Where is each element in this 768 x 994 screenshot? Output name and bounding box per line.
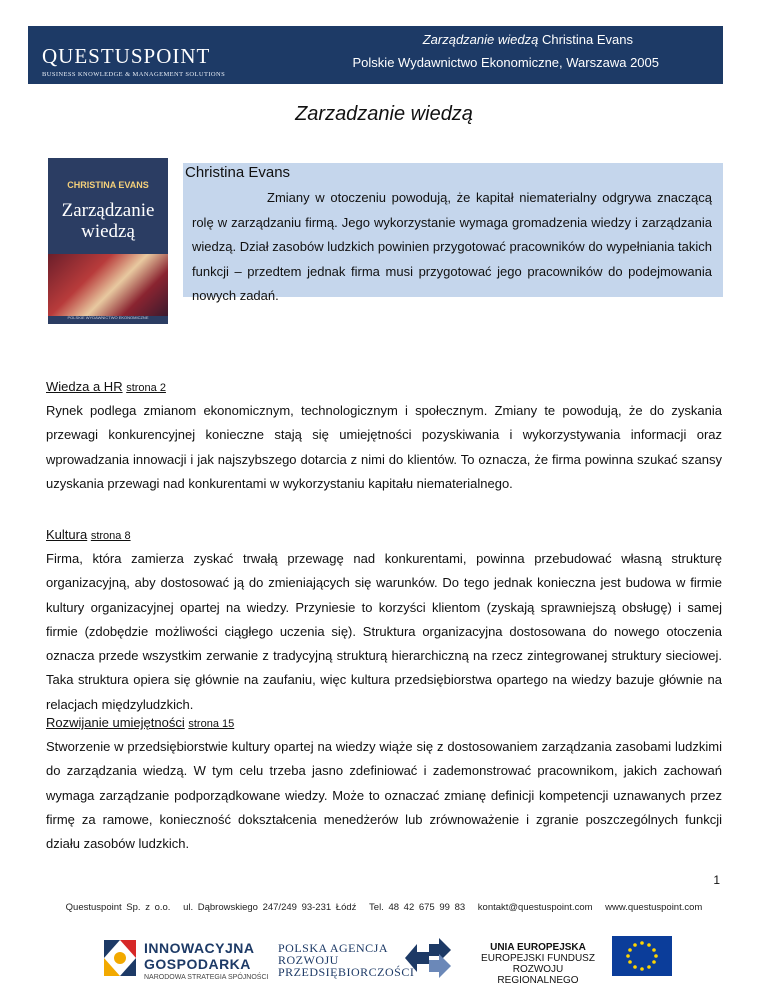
header-book-line	[423, 32, 633, 47]
questuspoint-logo	[42, 44, 225, 78]
cover-title	[48, 200, 168, 242]
ig-line3: NARODOWA STRATEGIA SPÓJNOŚCI	[144, 974, 269, 981]
header-book-author: Christina Evans	[538, 32, 633, 47]
footer-phone: Tel. 48 42 675 99 83	[369, 902, 466, 913]
footer-company: Questuspoint Sp. z o.o.	[65, 902, 171, 913]
section-kultura	[46, 526, 722, 717]
logo-name: QUESTUSPOINT	[42, 44, 211, 68]
book-cover-image	[48, 158, 168, 324]
section-rozwijanie-umiejetnosci	[46, 714, 722, 856]
section-heading	[46, 714, 722, 733]
footer-website[interactable]: www.questuspoint.com	[605, 902, 703, 913]
cover-artwork	[48, 254, 168, 316]
parp-line3: PRZEDSIĘBIORCZOŚCI	[278, 965, 415, 979]
funding-logos	[0, 928, 768, 984]
document-title: Zarzadzanie wiedzą	[295, 103, 473, 125]
section-heading-name: Rozwijanie umiejętności	[46, 715, 185, 730]
section-page-ref: strona 15	[188, 718, 235, 730]
header-banner	[28, 26, 723, 84]
section-heading	[46, 526, 722, 545]
section-body: Stworzenie w przedsiębiorstwie kultury opartej na wiedzy wiąże się z dostosowaniem zarządzania zasobami ludzkimi do zarządzania wiedzą. W tym celu trzeba jasno zdefiniować i zademonstrować pracownikom, jakich zachowań wymaga zarządzanie podporządkowane wiedzy. Może to oznaczać zmianę definicji kompetencji uznawanych przez firmę za ramowe, konieczność dokształcenia menedżerów lub zrównoważenie i zgranie poszczególnych funkcji działu zasobów ludzkich.	[46, 739, 722, 852]
section-body: Rynek podlega zmianom ekonomicznym, technologicznym i społecznym. Zmiany te powodują, że do zyskania przewagi konkurencyjnej konieczne stają się umiejętności pozyskiwania i wykorzystywania informacji oraz wprowadzania innowacji i jak najszybszego dotarcia z nimi do klientów. To oznacza, że firma powinna szukać szansy uzyskania przewagi nad konkurentami w wykorzystaniu kapitału niematerialnego.	[46, 403, 722, 491]
parp-line2: ROZWOJU	[278, 953, 339, 967]
footer-contact	[0, 902, 768, 913]
parp-logo-icon	[405, 936, 451, 980]
section-heading	[46, 378, 722, 397]
summary-box	[183, 163, 723, 303]
innowacyjna-gospodarka-text	[144, 940, 268, 981]
section-heading-name: Kultura	[46, 527, 88, 542]
page-number: 1	[713, 873, 720, 887]
ue-line2: EUROPEJSKI FUNDUSZ	[481, 953, 595, 964]
cover-publisher: POLSKIE WYDAWNICTWO EKONOMICZNE	[67, 315, 149, 320]
header-publisher: Polskie Wydawnictwo Ekonomiczne, Warszawa 2005	[352, 55, 659, 70]
footer-address: ul. Dąbrowskiego 247/249 93-231 Łódź	[183, 902, 357, 913]
eu-text	[472, 942, 604, 986]
section-page-ref: strona 2	[126, 382, 166, 394]
header-book-title: Zarządzanie wiedzą	[422, 32, 539, 47]
footer-email[interactable]: kontakt@questuspoint.com	[477, 902, 593, 913]
section-wiedza-a-hr	[46, 378, 722, 496]
cover-author: CHRISTINA EVANS	[67, 180, 149, 190]
section-body: Firma, która zamierza zyskać trwałą przewagę nad konkurentami, powinna przebudować własną strukturę organizacyjną, aby dostosować ją do zmieniających się warunków. Do tego jednak konieczna jest budowa w firmie kultury organizacyjnej opartej na wiedzy. Przyniesie to korzyści klientom (zyskają sprawniejszą obsługę) i samej firmie (zdobędzie możliwości ciągłego uczenia się). Struktura organizacyjna dostosowana do nowego otoczenia oznacza przede wszystkim zerwanie z tradycyjną strukturą hierarchiczną na rzecz zintegrowanej struktury sieciowej. Taka struktura opiera się głównie na zaufaniu, więc kultura przedsiębiorstwa opartego na wiedzy bazuje głównie na relacjach międzyludzkich.	[46, 551, 722, 712]
ue-line1: UNIA EUROPEJSKA	[490, 942, 586, 953]
eu-flag-icon	[612, 936, 672, 976]
summary-author: Christina Evans	[185, 164, 291, 181]
cover-title-line1: Zarządzanie	[61, 200, 155, 221]
parp-line1: POLSKA AGENCJA	[278, 941, 389, 955]
section-heading-name: Wiedza a HR	[46, 379, 123, 394]
innowacyjna-gospodarka-logo-icon	[100, 934, 138, 978]
section-page-ref: strona 8	[90, 530, 131, 542]
ue-line3: ROZWOJU REGIONALNEGO	[497, 964, 579, 986]
ig-line2: GOSPODARKA	[144, 956, 251, 972]
summary-text: Zmiany w otoczeniu powodują, że kapitał niematerialny odgrywa znaczącą rolę w zarządzaniu firmą. Jego wykorzystanie wymaga gromadzenia wiedzy i zarządzania wiedzą. Dział zasobów ludzkich powinien przygotować pracowników do wypełniania takich funkcji – przedtem jednak firma musi przygotować jego pracowników do podejmowania nowych zadań.	[192, 190, 712, 303]
parp-text	[278, 942, 414, 978]
cover-title-line2: wiedzą	[81, 221, 135, 242]
logo-tagline: BUSINESS KNOWLEDGE & MANAGEMENT SOLUTIONS	[42, 71, 226, 78]
ig-line1: INNOWACYJNA	[144, 940, 255, 956]
